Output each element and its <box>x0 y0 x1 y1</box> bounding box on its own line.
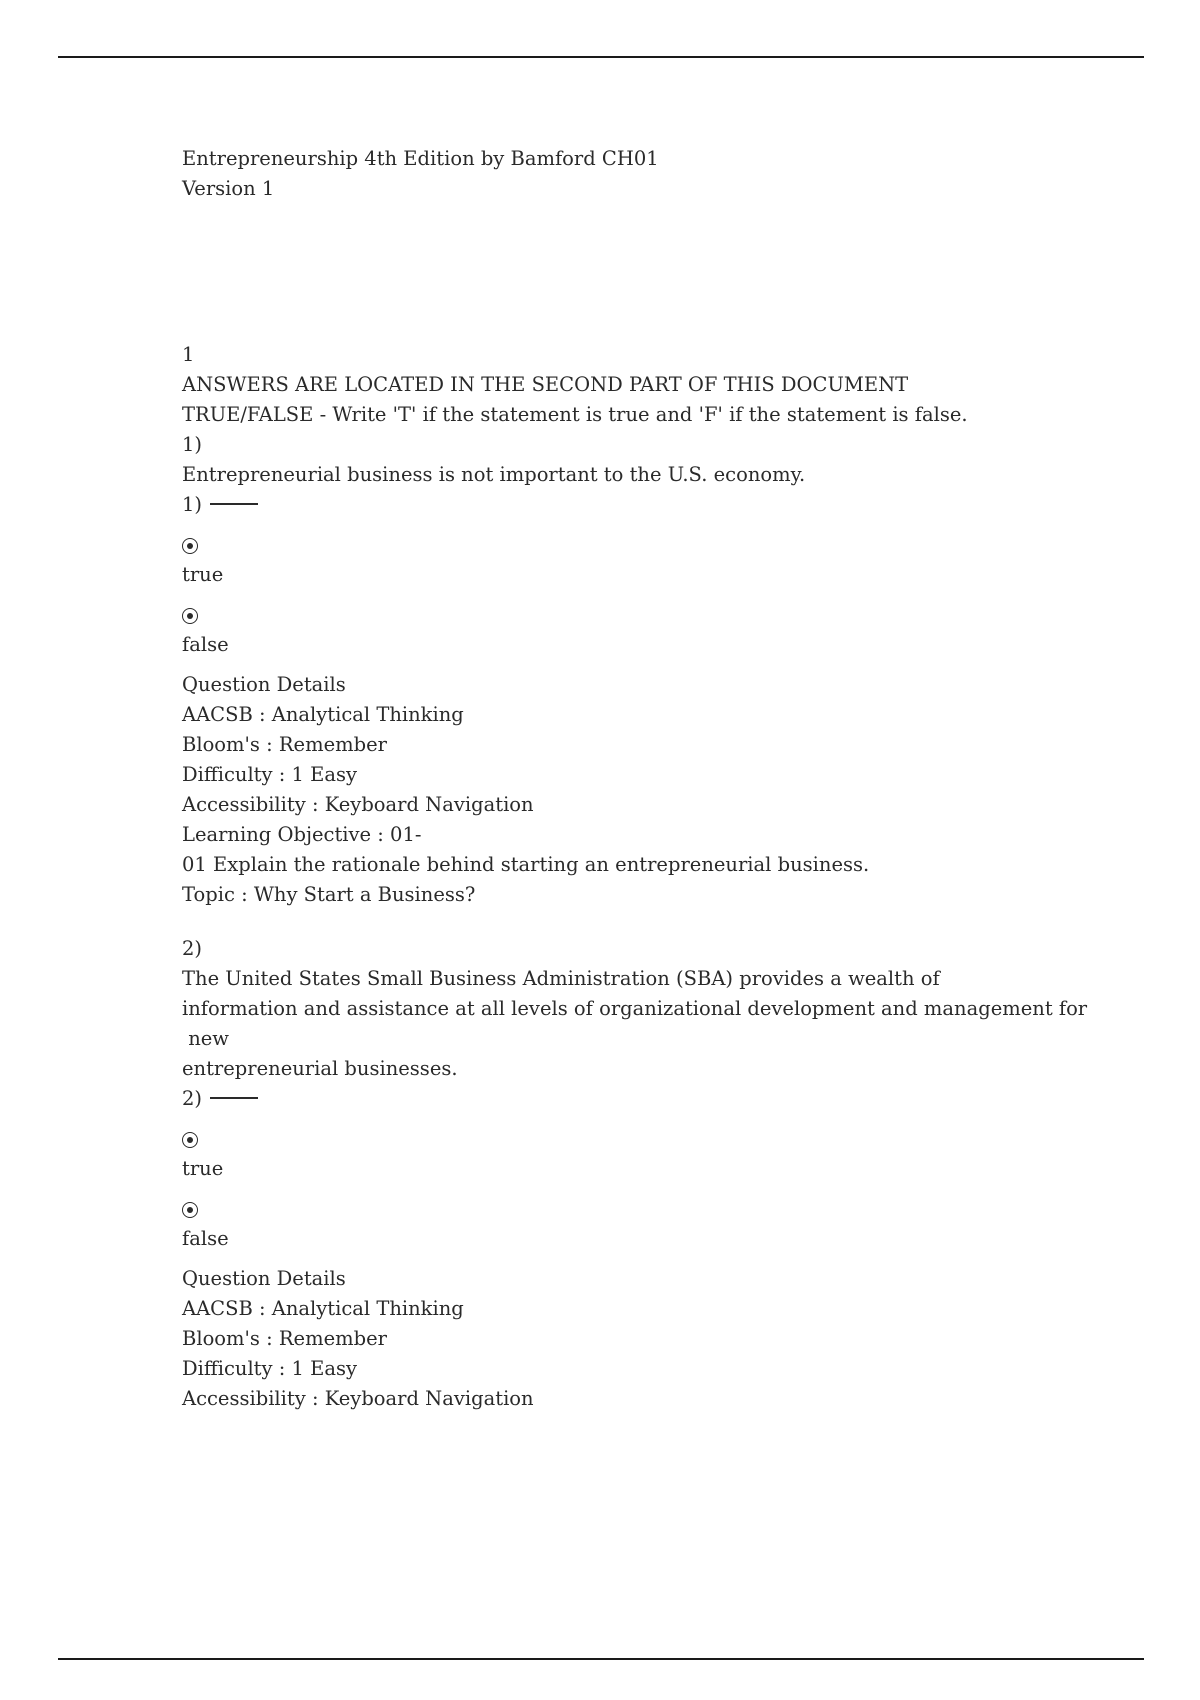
option-label: false <box>182 633 229 656</box>
details-title: Question Details <box>182 1267 346 1290</box>
document-title: Entrepreneurship 4th Edition by Bamford CH01 <box>182 147 659 170</box>
detail-accessibility: Accessibility : Keyboard Navigation <box>182 1387 534 1410</box>
question-text-line-2: information and assistance at all levels of organizational development and management for <box>182 997 1088 1020</box>
detail-difficulty: Difficulty : 1 Easy <box>182 1357 357 1380</box>
option-label: true <box>182 1157 224 1180</box>
detail-topic: Topic : Why Start a Business? <box>182 883 476 906</box>
question-text-line-4: entrepreneurial businesses. <box>182 1057 458 1080</box>
question-1 <box>182 430 1082 910</box>
answer-label: 1) <box>182 493 203 516</box>
option-true[interactable] <box>182 1124 1082 1184</box>
bottom-rule <box>58 1658 1144 1660</box>
detail-blooms: Bloom's : Remember <box>182 733 387 756</box>
option-false[interactable] <box>182 600 1082 660</box>
top-rule <box>58 56 1144 58</box>
instructions: TRUE/FALSE - Write 'T' if the statement is true and 'F' if the statement is false. <box>182 403 968 426</box>
question-text-line-1: The United States Small Business Administration (SBA) provides a wealth of <box>182 967 940 990</box>
question-text: Entrepreneurial business is not important to the U.S. economy. <box>182 463 806 486</box>
detail-learning-objective: Learning Objective : 01- <box>182 823 422 846</box>
answer-line[interactable] <box>182 1084 1082 1114</box>
question-text-line-3: new <box>182 1027 229 1050</box>
answer-blank[interactable] <box>210 503 258 505</box>
page-number: 1 <box>182 343 195 366</box>
answer-blank[interactable] <box>210 1097 258 1099</box>
radio-icon[interactable] <box>182 538 198 554</box>
detail-aacsb: AACSB : Analytical Thinking <box>182 1297 464 1320</box>
question-details <box>182 670 1082 910</box>
question-2 <box>182 934 1088 1414</box>
answer-label: 2) <box>182 1087 203 1110</box>
detail-difficulty: Difficulty : 1 Easy <box>182 763 357 786</box>
answers-notice: ANSWERS ARE LOCATED IN THE SECOND PART OF THIS DOCUMENT <box>182 373 909 396</box>
question-number: 2) <box>182 937 203 960</box>
question-details <box>182 1264 1082 1414</box>
option-false[interactable] <box>182 1194 1082 1254</box>
radio-icon[interactable] <box>182 608 198 624</box>
details-title: Question Details <box>182 673 346 696</box>
detail-aacsb: AACSB : Analytical Thinking <box>182 703 464 726</box>
document-version: Version 1 <box>182 177 275 200</box>
option-label: false <box>182 1227 229 1250</box>
radio-icon[interactable] <box>182 1132 198 1148</box>
detail-accessibility: Accessibility : Keyboard Navigation <box>182 793 534 816</box>
document-body <box>182 144 1088 1414</box>
option-label: true <box>182 563 224 586</box>
option-true[interactable] <box>182 530 1082 590</box>
detail-learning-objective-text: 01 Explain the rationale behind starting an entrepreneurial business. <box>182 853 870 876</box>
question-number: 1) <box>182 433 203 456</box>
detail-blooms: Bloom's : Remember <box>182 1327 387 1350</box>
radio-icon[interactable] <box>182 1202 198 1218</box>
answer-line[interactable] <box>182 490 1082 520</box>
